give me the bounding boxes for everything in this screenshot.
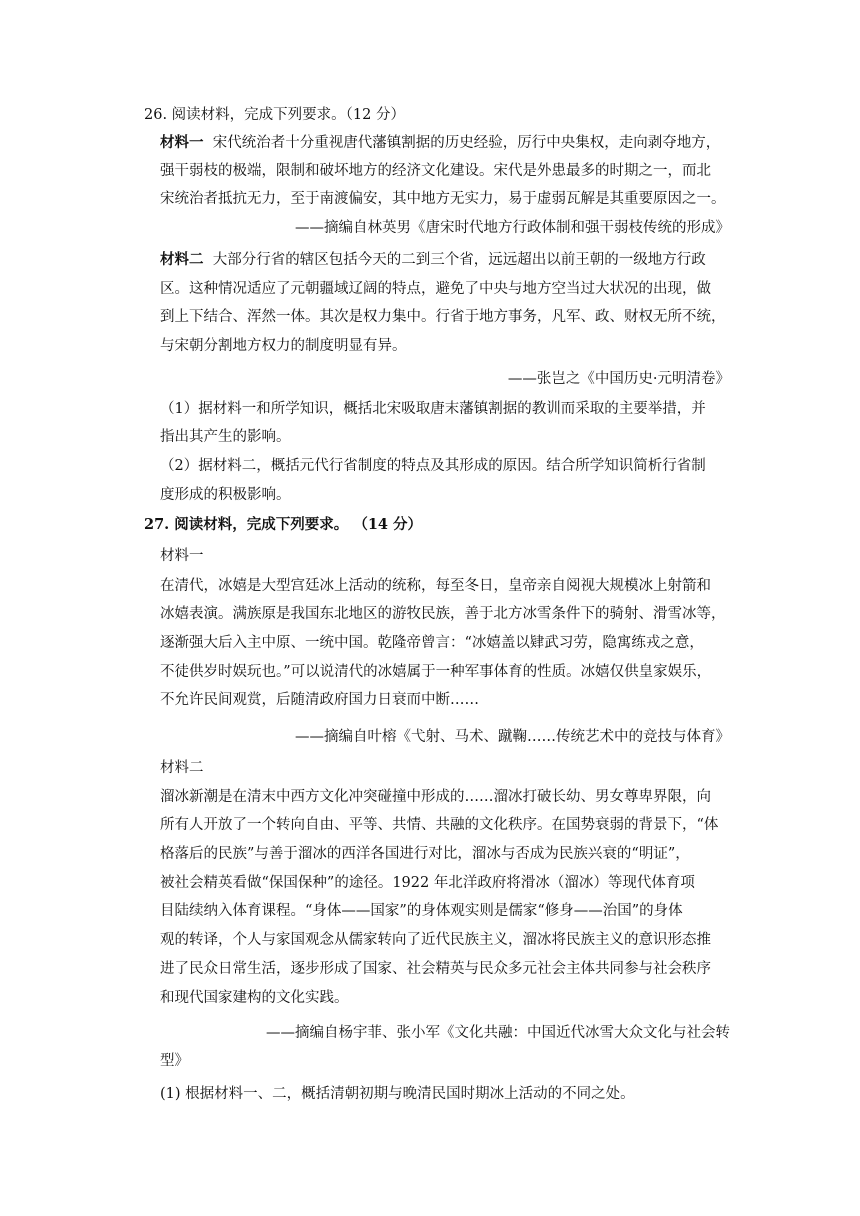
q27-material-1-source: ——摘编自叶榕《弋射、马术、蹴鞠……传统艺术中的竞技与体育》 [295,729,730,745]
q27-material-2-line-8: 和现代国家建构的文化实践。 [160,990,349,1006]
q27-material-2-line-1: 溜冰新潮是在清末中西方文化冲突碰撞中形成的……溜冰打破长幼、男女尊卑界限，向 [160,789,711,805]
q26-material-2-line-1 [160,250,730,270]
q26-ask-1-line-2: 指出其产生的影响。 [160,429,291,445]
q26-material-2-text: 大部分行省的辖区包括今天的二到三个省，远远超出以前王朝的一级地方行政 [212,252,706,268]
q26-material-1-line-1 [160,133,730,153]
q27-material-2-line-4: 被社会精英看做“保国保种”的途径。1922 年北洋政府将滑冰（溜冰）等现代体育项 [160,875,695,891]
q26-material-2-source: ——张岂之《中国历史·元明清卷》 [507,371,730,387]
q27-material-2-source-line-2: 型》 [160,1053,189,1069]
q26-ask-2-line-1: （2）据材料二，概括元代行省制度的特点及其形成的原因。结合所学知识简析行省制 [160,458,706,474]
q26-ask-2-line-2: 度形成的积极影响。 [160,487,291,503]
q26-material-1-line-3: 宋统治者抵抗无力，至于南渡偏安，其中地方无实力，易于虚弱瓦解是其重要原因之一。 [160,191,726,207]
q26-material-1-label: 材料一 [160,134,204,151]
q27-material-1-line-3: 逐渐强大后入主中原、一统中国。乾隆帝曾言：“冰嬉盖以肄武习劳，隐寓练戎之意， [160,635,704,651]
q27-material-2-line-5: 目陆续纳入体育课程。“身体——国家”的身体观实则是儒家“修身——治国”的身体 [160,903,683,919]
q27-material-2-line-7: 进了民众日常生活，逐步形成了国家、社会精英与民众多元社会主体共同参与社会秩序 [160,961,711,977]
q26-material-1-text: 宋代统治者十分重视唐代藩镇割据的历史经验，厉行中央集权，走向剥夺地方， [212,135,721,151]
q27-material-2-line-6: 观的转译，个人与家国观念从儒家转向了近代民族主义，溜冰将民族主义的意识形态推 [160,932,711,948]
q27-material-1-line-1: 在清代，冰嬉是大型宫廷冰上活动的统称，每至冬日，皇帝亲自阅视大规模冰上射箭和 [160,578,711,594]
q27-material-1-line-4: 不徒供岁时娱玩也。”可以说清代的冰嬉属于一种军事体育的性质。冰嬉仅供皇家娱乐， [160,664,712,680]
q26-material-2-line-3: 到上下结合、浑然一体。其次是权力集中。行省于地方事务，凡军、政、财权无所不统， [160,309,726,325]
q26-material-2-line-2: 区。这种情况适应了元朝疆域辽阔的特点，避免了中央与地方空当过大状况的出现，做 [160,281,711,297]
q26-ask-1-line-1: （1）据材料一和所学知识，概括北宋吸取唐末藩镇割据的教训而采取的主要举措，并 [160,401,706,417]
question-26-heading: 26. 阅读材料，完成下列要求。（12 分） [144,107,405,123]
q27-material-1-line-2: 冰嬉表演。满族原是我国东北地区的游牧民族，善于北方冰雪条件下的骑射、滑雪冰等， [160,606,726,622]
q26-material-1-source: ——摘编自林英男《唐宋时代地方行政体制和强干弱枝传统的形成》 [295,220,730,236]
question-27-heading: 27. 阅读材料，完成下列要求。 （14 分） [144,516,423,533]
q27-material-2-line-2: 所有人开放了一个转向自由、平等、共情、共融的文化秩序。在国势衰弱的背景下，“体 [160,817,719,833]
q26-material-2-line-4: 与宋朝分割地方权力的制度明显有异。 [160,338,407,354]
q27-ask-1: (1) 根据材料一、二，概括清朝初期与晚清民国时期冰上活动的不同之处。 [160,1086,635,1102]
q26-material-2-label: 材料二 [160,251,204,268]
q27-material-2-line-3: 格落后的民族”与善于溜冰的西洋各国进行对比，溜冰与否成为民族兴衰的“明证”， [160,846,690,862]
q27-material-1-label: 材料一 [160,548,204,564]
q27-material-1-line-5: 不允许民间观赏，后随清政府国力日衰而中断…… [160,692,479,708]
q27-material-2-label: 材料二 [160,760,204,776]
q27-material-2-source-line-1: ——摘编自杨宇菲、张小军《文化共融：中国近代冰雪大众文化与社会转 [266,1025,730,1041]
q26-material-1-line-2: 强干弱枝的极端，限制和破坏地方的经济文化建设。宋代是外患最多的时期之一，而北 [160,163,711,179]
